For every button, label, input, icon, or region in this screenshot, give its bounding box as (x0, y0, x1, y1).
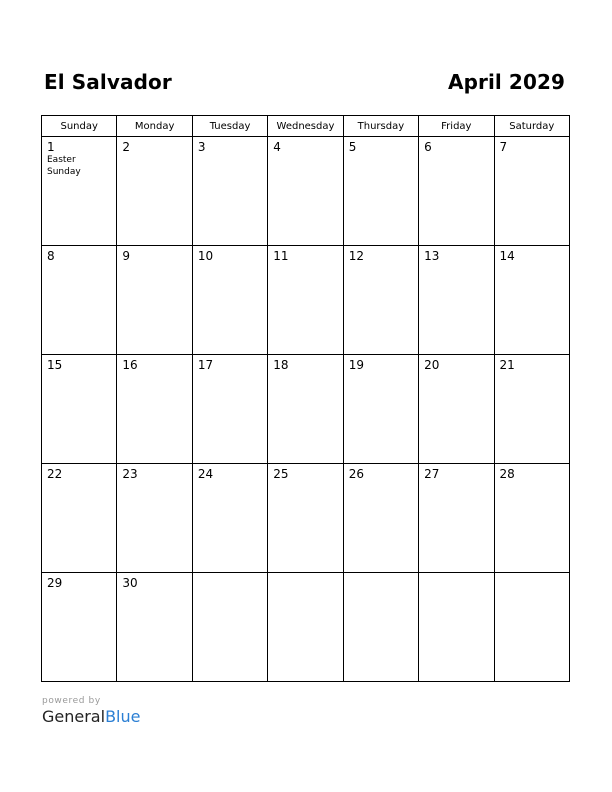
day-number: 28 (499, 467, 515, 481)
page-title: El Salvador (44, 70, 172, 94)
day-cell (419, 573, 494, 682)
day-cell (494, 464, 569, 573)
day-cell (192, 137, 267, 246)
day-cell (268, 355, 343, 464)
weekday-saturday: Saturday (494, 116, 569, 137)
day-number: 30 (122, 576, 138, 590)
week-row (42, 355, 570, 464)
day-number: 18 (273, 358, 289, 372)
day-number: 2 (122, 140, 131, 154)
day-cell (192, 246, 267, 355)
day-cell (42, 464, 117, 573)
brand-blue-text: Blue (105, 707, 141, 726)
day-cell (343, 573, 418, 682)
day-number: 17 (197, 358, 214, 372)
day-cell (42, 246, 117, 355)
day-number: 15 (47, 358, 63, 372)
day-number: 14 (499, 249, 515, 263)
weekday-sunday: Sunday (42, 116, 117, 137)
day-number: 11 (273, 249, 289, 263)
day-cell (42, 573, 117, 682)
day-number: 29 (47, 576, 63, 590)
week-row (42, 246, 570, 355)
weekday-wednesday: Wednesday (268, 116, 343, 137)
day-cell (268, 137, 343, 246)
month-title: April 2029 (448, 70, 565, 94)
brand-logo (42, 707, 140, 726)
day-cell (192, 355, 267, 464)
day-cell (494, 246, 569, 355)
day-cell (117, 464, 192, 573)
day-number: 21 (499, 358, 515, 372)
weekday-header-row (42, 116, 570, 137)
holiday-label: Easter Sunday (47, 155, 81, 177)
day-cell (343, 137, 418, 246)
day-number: 20 (424, 358, 440, 372)
day-number: 7 (499, 140, 508, 154)
day-number: 6 (424, 140, 432, 154)
day-cell (494, 355, 569, 464)
day-cell (192, 573, 267, 682)
day-cell (192, 464, 267, 573)
day-number: 27 (424, 467, 440, 481)
day-cell (419, 355, 494, 464)
day-cell (117, 137, 192, 246)
day-number: 22 (47, 467, 63, 481)
brand-general-text: General (42, 707, 106, 726)
footer-branding (42, 696, 140, 726)
day-cell (343, 464, 418, 573)
day-cell (117, 246, 192, 355)
day-number: 8 (47, 249, 55, 263)
day-number: 26 (348, 467, 364, 481)
day-cell (419, 137, 494, 246)
day-cell (42, 137, 117, 246)
day-number: 5 (348, 140, 357, 154)
day-cell (494, 573, 569, 682)
day-number: 1 (47, 140, 55, 154)
day-cell (268, 573, 343, 682)
day-cell (343, 355, 418, 464)
week-row (42, 573, 570, 682)
day-number: 12 (348, 249, 364, 263)
calendar-grid (41, 115, 570, 682)
day-number: 10 (197, 249, 214, 263)
day-number: 23 (122, 467, 138, 481)
day-number: 25 (273, 467, 289, 481)
week-row (42, 464, 570, 573)
weekday-friday: Friday (419, 116, 494, 137)
day-number: 9 (122, 249, 131, 263)
day-number: 19 (348, 358, 364, 372)
day-number: 3 (197, 140, 206, 154)
day-number: 13 (424, 249, 440, 263)
day-cell (117, 355, 192, 464)
day-number: 4 (273, 140, 281, 154)
day-cell (42, 355, 117, 464)
day-cell (494, 137, 569, 246)
weekday-tuesday: Tuesday (192, 116, 267, 137)
day-cell (268, 464, 343, 573)
day-cell (268, 246, 343, 355)
weekday-thursday: Thursday (343, 116, 418, 137)
day-number: 16 (122, 358, 138, 372)
day-cell (343, 246, 418, 355)
weekday-monday: Monday (117, 116, 192, 137)
week-row (42, 137, 570, 246)
day-cell (419, 246, 494, 355)
day-cell (117, 573, 192, 682)
day-number: 24 (197, 467, 214, 481)
powered-by-text: powered by (42, 696, 101, 706)
day-cell (419, 464, 494, 573)
